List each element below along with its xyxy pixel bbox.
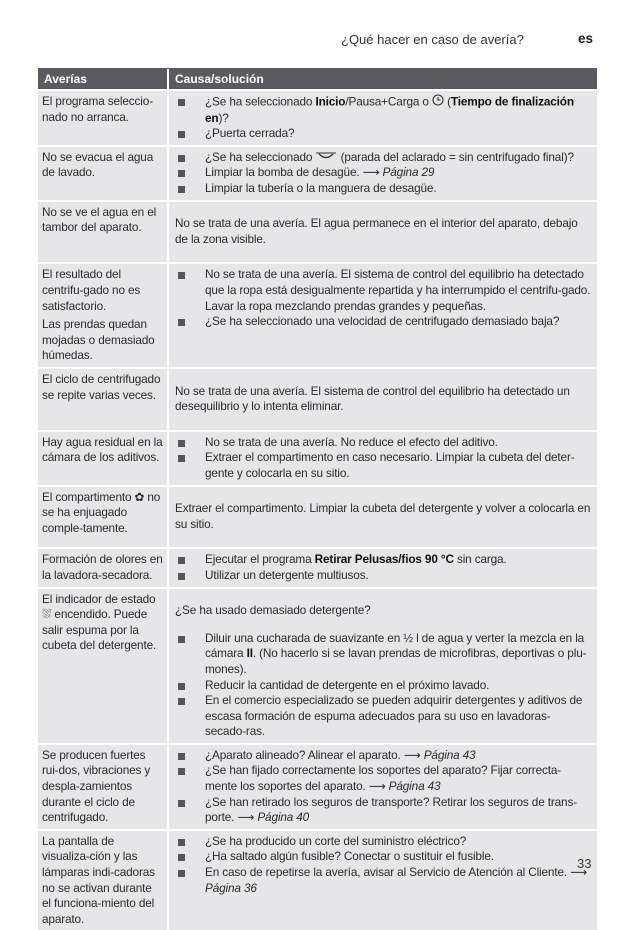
solution-text: No se trata de una avería. El agua permanece en el interior del aparato, debajo de la zona visible. xyxy=(175,216,578,247)
bullet-square-icon xyxy=(178,272,185,279)
item-text: ¿Ha saltado algún fusible? Conectar o sustituir el fusible. xyxy=(205,849,494,864)
table-header xyxy=(38,68,597,89)
fault-cell xyxy=(38,369,169,430)
solution-list xyxy=(175,748,591,826)
table-row xyxy=(38,547,597,586)
solution-cell xyxy=(169,369,597,430)
bullet-square-icon xyxy=(178,698,185,705)
item-text: ¿Se han fijado correctamente los soportes del aparato? Fijar correcta-mente los soportes del aparato. xyxy=(205,763,562,794)
item-text: En caso de repetirse la avería, avisar al Servicio de Atención al Cliente. xyxy=(205,865,571,880)
list-item xyxy=(175,763,591,794)
item-text: No se trata de una avería. No reduce el efecto del aditivo. xyxy=(205,434,498,449)
bullet-square-icon xyxy=(178,440,185,447)
fault-cell xyxy=(38,589,169,743)
header-cause-solution: Causa/solución xyxy=(175,71,264,86)
table-row xyxy=(38,743,597,829)
list-item xyxy=(175,314,591,330)
solution-list xyxy=(175,834,591,896)
list-item xyxy=(175,795,591,826)
solution-cell xyxy=(169,589,597,743)
solution-cell xyxy=(169,745,597,829)
item-text: ¿Se ha seleccionado una velocidad de centrifugado demasiado baja? xyxy=(205,314,560,329)
bullet-square-icon xyxy=(178,186,185,193)
solution-cell xyxy=(169,432,597,485)
item-text: ¿Aparato alineado? Alinear el aparato. xyxy=(205,747,404,762)
bold-term: Retirar Pelusas/fios 90 °C xyxy=(314,552,454,567)
fault-text: La pantalla de visualiza-ción y las lámparas indi-cadoras no se activan durante el funciona-miento del aparato. xyxy=(42,833,155,926)
fault-text: El indicador de estado ⛆ encendido. Puede salir espuma por la cubeta del detergente. xyxy=(42,591,157,653)
bullet-square-icon xyxy=(178,573,185,580)
item-text: Reducir la cantidad de detergente en el próximo lavado. xyxy=(205,677,490,692)
fault-cell xyxy=(38,147,169,200)
item-text: No se trata de una avería. El sistema de control del equilibrio ha detectado que la ropa está desigualmente repartida y ha interrumpido el centrifu-gado. Lavar la ropa mezclando prendas grandes y pequeñas. xyxy=(205,267,591,313)
item-text: )? xyxy=(218,110,229,125)
list-item xyxy=(175,631,591,678)
solution-text: No se trata de una avería. El sistema de control del equilibrio ha detectado un desequilibrio y lo intenta eliminar. xyxy=(175,383,570,414)
page-reference-link: Página 43 xyxy=(388,779,441,794)
list-item xyxy=(175,678,591,694)
solution-cell xyxy=(169,147,597,200)
fault-cell xyxy=(38,549,169,586)
table-row xyxy=(38,145,597,200)
bullet-square-icon xyxy=(178,683,185,690)
solution-list xyxy=(175,267,591,329)
fault-cell xyxy=(38,831,169,930)
clock-icon xyxy=(432,94,444,111)
page-header-title: ¿Qué hacer en caso de avería? xyxy=(341,32,524,47)
fault-text: El ciclo de centrifugado se repite varias veces. xyxy=(42,372,161,402)
list-item xyxy=(175,450,591,481)
item-text: ¿Se ha seleccionado xyxy=(205,149,316,164)
list-item xyxy=(175,748,591,764)
fault-text: Formación de olores en la lavadora-secadora. xyxy=(42,552,163,582)
item-text: ¿Se ha producido un corte del suministro eléctrico? xyxy=(205,833,467,848)
page-reference-link: Página 36 xyxy=(205,880,257,895)
solution-list xyxy=(175,150,591,197)
arrow-right-icon: ⟶ xyxy=(362,165,380,180)
language-code: es xyxy=(578,31,594,46)
bullet-square-icon xyxy=(178,131,185,138)
item-text: /Pausa+Carga o xyxy=(345,94,432,109)
solution-cell xyxy=(169,202,597,263)
item-text: Extraer el compartimento en caso necesario. Limpiar la cubeta del deter-gente y colocarla en su sitio. xyxy=(205,450,575,480)
solution-cell xyxy=(169,549,597,586)
page-number: 33 xyxy=(577,856,592,871)
bullet-square-icon xyxy=(178,455,185,462)
bullet-square-icon xyxy=(178,753,185,760)
item-text: Limpiar la bomba de desagüe. xyxy=(205,165,363,180)
fault-text: No se ve el agua en el tambor del aparato. xyxy=(42,204,157,235)
item-text: Utilizar un detergente multiusos. xyxy=(205,567,369,582)
solution-list xyxy=(175,552,591,583)
item-text: Limpiar la tubería o la manguera de desagüe. xyxy=(205,181,437,196)
list-item xyxy=(175,181,591,197)
list-item xyxy=(175,693,591,740)
solution-lead: ¿Se ha usado demasiado detergente? xyxy=(175,603,371,618)
table-row xyxy=(38,829,597,930)
fault-cell xyxy=(38,432,169,485)
bold-term: II xyxy=(246,646,253,661)
bullet-square-icon xyxy=(178,800,185,807)
rinse-hold-icon xyxy=(315,150,337,166)
bullet-square-icon xyxy=(178,870,185,877)
item-text: ¿Se ha seleccionado xyxy=(205,94,316,109)
fault-cell xyxy=(38,91,169,145)
item-text: Diluir una cucharada de suavizante en ½ l de agua y verter la mezcla en la cámara xyxy=(205,630,585,661)
page-reference-link: Página 40 xyxy=(257,810,310,825)
bold-term: Inicio xyxy=(315,94,346,109)
arrow-right-icon: ⟶ xyxy=(368,779,386,794)
list-item xyxy=(175,568,591,584)
fault-text: El resultado del centrifu-gado no es satisfactorio. xyxy=(42,267,141,313)
bullet-square-icon xyxy=(178,99,185,106)
bullet-square-icon xyxy=(178,319,185,326)
table-row xyxy=(38,367,597,430)
item-text: . (No hacerlo si se lavan prendas de microfibras, deportivas o plu-mones). xyxy=(205,646,587,676)
fault-cell xyxy=(38,487,169,548)
item-text: Ejecutar el programa xyxy=(205,552,315,567)
bullet-square-icon xyxy=(178,557,185,564)
fault-text: Las prendas quedan mojadas o demasiado húmedas. xyxy=(42,317,155,363)
item-text: (parada del aclarado = sin centrifugado final)? xyxy=(337,149,574,164)
table-row xyxy=(38,89,597,145)
bullet-square-icon xyxy=(178,768,185,775)
list-item xyxy=(175,865,591,896)
solution-cell xyxy=(169,831,597,930)
list-item xyxy=(175,435,591,451)
fault-text: No se evacua el agua de lavado. xyxy=(42,149,154,180)
troubleshooting-table xyxy=(38,68,597,930)
list-item xyxy=(175,552,591,568)
arrow-right-icon: ⟶ xyxy=(237,810,255,825)
bullet-square-icon xyxy=(178,854,185,861)
fault-cell xyxy=(38,264,169,367)
solution-list xyxy=(175,631,591,740)
table-row xyxy=(38,430,597,485)
table-body xyxy=(38,89,597,930)
solution-cell xyxy=(169,264,597,367)
fault-text: El compartimento ✿ no se ha enjuagado comple-tamente. xyxy=(42,489,161,535)
table-row xyxy=(38,262,597,367)
fault-cell xyxy=(38,202,169,263)
item-text: sin carga. xyxy=(453,552,507,567)
solution-list xyxy=(175,94,591,142)
table-row xyxy=(38,200,597,263)
header-faults: Averías xyxy=(38,69,169,89)
fault-text: Se producen fuertes rui-dos, vibraciones y despla-zamientos durante el ciclo de centrifugado. xyxy=(42,747,151,825)
page-reference-link: Página 43 xyxy=(423,747,476,762)
page-reference-link: Página 29 xyxy=(382,165,435,180)
list-item xyxy=(175,834,591,850)
list-item xyxy=(175,267,591,314)
list-item xyxy=(175,165,591,181)
solution-cell xyxy=(169,91,597,145)
arrow-right-icon: ⟶ xyxy=(570,865,587,880)
bold-term: Tiempo de finalización en xyxy=(205,94,574,125)
item-text: ¿Puerta cerrada? xyxy=(205,126,295,141)
fault-text: Hay agua residual en la cámara de los aditivos. xyxy=(42,434,163,465)
solution-text: Extraer el compartimento. Limpiar la cubeta del detergente y volver a colocarla en su sitio. xyxy=(175,501,591,531)
fault-cell xyxy=(38,745,169,829)
fault-text: El programa seleccio-nado no arranca. xyxy=(42,94,153,124)
bullet-square-icon xyxy=(178,155,185,162)
solution-list xyxy=(175,435,591,482)
item-text: ( xyxy=(443,94,451,109)
table-row xyxy=(38,587,597,743)
list-item xyxy=(175,849,591,865)
item-text: En el comercio especializado se pueden adquirir detergentes y aditivos de escasa formación de espuma adecuados para su uso en lavadoras-secado-ras. xyxy=(205,693,583,739)
bullet-square-icon xyxy=(178,170,185,177)
bullet-square-icon xyxy=(178,636,185,643)
list-item xyxy=(175,126,591,142)
solution-cell xyxy=(169,487,597,548)
list-item xyxy=(175,150,591,166)
bullet-square-icon xyxy=(178,839,185,846)
arrow-right-icon: ⟶ xyxy=(403,747,421,762)
item-text: ¿Se han retirado los seguros de transporte? Retirar los seguros de trans-porte. xyxy=(205,794,577,825)
table-row xyxy=(38,485,597,548)
list-item xyxy=(175,94,591,126)
